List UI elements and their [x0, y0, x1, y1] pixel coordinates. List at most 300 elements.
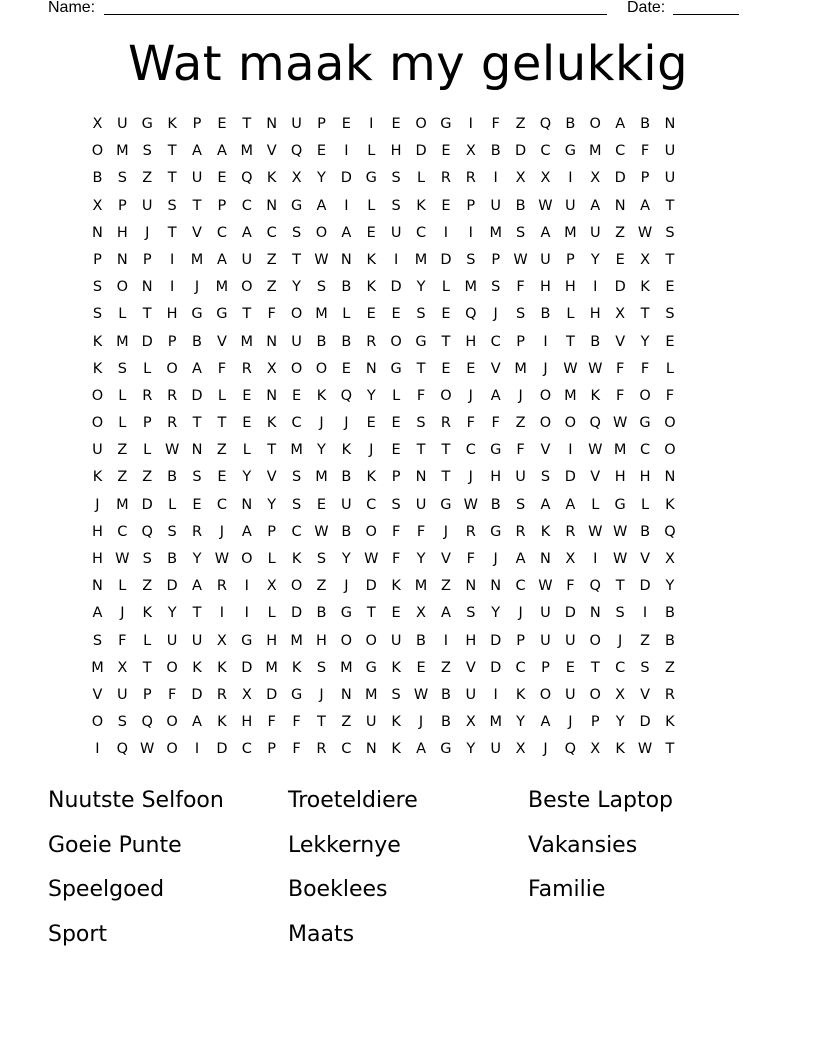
grid-letter[interactable]: V — [540, 442, 551, 459]
grid-letter[interactable]: H — [266, 632, 278, 649]
grid-letter[interactable]: S — [92, 306, 103, 323]
grid-letter[interactable]: A — [241, 523, 252, 540]
grid-letter[interactable]: W — [637, 741, 653, 758]
grid-letter[interactable]: L — [665, 360, 674, 377]
grid-letter[interactable]: U — [341, 496, 352, 513]
grid-letter[interactable]: M — [265, 659, 278, 676]
grid-letter[interactable]: M — [315, 306, 328, 323]
grid-letter[interactable]: V — [266, 469, 277, 486]
grid-letter[interactable]: T — [192, 197, 202, 214]
grid-letter[interactable]: S — [316, 551, 327, 567]
grid-letter[interactable]: B — [167, 469, 178, 486]
grid-letter[interactable]: M — [464, 279, 478, 296]
grid-letter[interactable]: K — [266, 415, 277, 432]
grid-letter[interactable]: Y — [167, 605, 177, 622]
grid-letter[interactable]: S — [391, 496, 401, 513]
grid-letter[interactable]: G — [365, 170, 377, 187]
grid-letter[interactable]: N — [365, 360, 377, 377]
grid-letter[interactable]: W — [538, 197, 553, 214]
grid-letter[interactable]: C — [291, 523, 302, 540]
grid-letter[interactable]: K — [316, 387, 327, 404]
grid-letter[interactable]: Y — [317, 170, 326, 187]
grid-letter[interactable]: D — [191, 387, 203, 404]
grid-letter[interactable]: U — [490, 197, 501, 214]
grid-letter[interactable]: G — [490, 442, 502, 459]
grid-letter[interactable]: L — [640, 496, 650, 513]
grid-letter[interactable]: Q — [664, 523, 676, 540]
grid-letter[interactable]: B — [341, 279, 352, 296]
grid-letter[interactable]: A — [440, 605, 451, 622]
grid-letter[interactable]: K — [540, 523, 551, 540]
grid-letter[interactable]: T — [167, 170, 177, 187]
grid-letter[interactable]: B — [316, 333, 327, 350]
grid-letter[interactable]: V — [440, 551, 451, 567]
grid-letter[interactable]: J — [319, 686, 324, 703]
grid-letter[interactable]: C — [615, 659, 626, 676]
grid-letter[interactable]: K — [92, 469, 103, 486]
grid-letter[interactable]: P — [93, 251, 102, 268]
grid-letter[interactable]: N — [141, 279, 153, 296]
grid-letter[interactable]: W — [513, 251, 528, 268]
grid-letter[interactable]: D — [564, 605, 576, 622]
grid-letter[interactable]: S — [167, 197, 177, 214]
grid-letter[interactable]: O — [91, 143, 104, 160]
grid-letter[interactable]: I — [169, 251, 175, 268]
grid-letter[interactable]: I — [219, 605, 225, 622]
grid-letter[interactable]: M — [215, 279, 229, 296]
grid-letter[interactable]: X — [241, 686, 252, 703]
grid-letter[interactable]: P — [466, 197, 476, 214]
grid-letter[interactable]: W — [588, 360, 603, 377]
grid-letter[interactable]: Y — [665, 578, 675, 595]
grid-letter[interactable]: Z — [266, 251, 277, 268]
grid-letter[interactable]: T — [192, 415, 202, 432]
grid-letter[interactable]: I — [568, 442, 573, 459]
grid-letter[interactable]: S — [540, 469, 551, 486]
grid-letter[interactable]: L — [118, 415, 127, 432]
grid-letter[interactable]: S — [391, 686, 401, 703]
grid-letter[interactable]: J — [493, 306, 498, 323]
grid-letter[interactable]: T — [441, 333, 451, 350]
grid-letter[interactable]: M — [414, 578, 428, 595]
grid-letter[interactable]: I — [593, 551, 598, 567]
grid-letter[interactable]: I — [443, 224, 449, 241]
grid-letter[interactable]: B — [640, 116, 651, 132]
grid-letter[interactable]: Y — [516, 714, 526, 731]
grid-letter[interactable]: K — [92, 360, 103, 377]
grid-letter[interactable]: E — [242, 387, 252, 404]
grid-letter[interactable]: B — [167, 551, 178, 567]
grid-letter[interactable]: S — [515, 496, 526, 513]
grid-letter[interactable]: U — [390, 632, 402, 649]
grid-letter[interactable]: U — [117, 116, 128, 132]
grid-letter[interactable]: H — [490, 469, 502, 486]
grid-letter[interactable]: E — [441, 360, 451, 377]
grid-letter[interactable]: Z — [316, 578, 327, 595]
grid-letter[interactable]: T — [640, 306, 650, 323]
grid-letter[interactable]: V — [266, 143, 277, 160]
grid-letter[interactable]: X — [615, 686, 626, 703]
grid-letter[interactable]: G — [415, 333, 427, 350]
grid-letter[interactable]: I — [543, 333, 548, 350]
grid-letter[interactable]: A — [540, 714, 551, 731]
grid-letter[interactable]: C — [465, 442, 476, 459]
grid-letter[interactable]: Y — [491, 605, 501, 622]
grid-letter[interactable]: N — [340, 686, 352, 703]
grid-letter[interactable]: R — [565, 523, 576, 540]
grid-letter[interactable]: T — [441, 469, 451, 486]
grid-letter[interactable]: K — [615, 741, 625, 758]
grid-letter[interactable]: W — [214, 551, 230, 567]
grid-letter[interactable]: B — [440, 686, 451, 703]
grid-letter[interactable]: O — [564, 415, 577, 432]
grid-letter[interactable]: Y — [267, 496, 277, 513]
grid-letter[interactable]: A — [192, 578, 202, 595]
grid-letter[interactable]: A — [341, 224, 352, 241]
grid-letter[interactable]: U — [390, 224, 402, 241]
grid-letter[interactable]: L — [217, 387, 226, 404]
grid-letter[interactable]: O — [440, 387, 452, 404]
grid-letter[interactable]: U — [465, 686, 477, 703]
grid-letter[interactable]: W — [314, 523, 329, 540]
grid-letter[interactable]: S — [92, 279, 103, 296]
grid-letter[interactable]: V — [92, 686, 103, 703]
grid-letter[interactable]: P — [516, 333, 525, 350]
grid-letter[interactable]: Z — [640, 632, 650, 649]
grid-letter[interactable]: A — [490, 387, 501, 404]
grid-letter[interactable]: F — [566, 578, 575, 595]
grid-letter[interactable]: W — [637, 224, 653, 241]
grid-letter[interactable]: U — [365, 714, 377, 731]
grid-letter[interactable]: A — [590, 197, 601, 214]
grid-letter[interactable]: P — [192, 116, 202, 132]
grid-letter[interactable]: H — [241, 714, 253, 731]
grid-letter[interactable]: F — [391, 551, 401, 567]
grid-letter[interactable]: P — [267, 523, 277, 540]
grid-letter[interactable]: Z — [515, 415, 526, 432]
grid-letter[interactable]: L — [118, 306, 127, 323]
grid-letter[interactable]: W — [612, 523, 628, 540]
grid-letter[interactable]: G — [390, 360, 402, 377]
grid-letter[interactable]: A — [565, 496, 576, 513]
grid-letter[interactable]: A — [540, 224, 551, 241]
grid-letter[interactable]: C — [639, 442, 651, 459]
grid-letter[interactable]: O — [664, 442, 676, 459]
grid-letter[interactable]: K — [515, 686, 526, 703]
grid-letter[interactable]: Q — [141, 714, 153, 731]
grid-letter[interactable]: J — [543, 360, 548, 377]
grid-letter[interactable]: N — [465, 578, 477, 595]
grid-letter[interactable]: J — [369, 442, 374, 459]
grid-letter[interactable]: K — [391, 659, 401, 676]
grid-letter[interactable]: F — [491, 116, 500, 132]
grid-letter[interactable]: U — [117, 686, 128, 703]
grid-letter[interactable]: X — [515, 741, 526, 758]
grid-letter[interactable]: D — [639, 714, 651, 731]
grid-letter[interactable]: F — [267, 714, 276, 731]
grid-letter[interactable]: T — [416, 442, 426, 459]
grid-letter[interactable]: V — [192, 224, 202, 241]
grid-letter[interactable]: R — [440, 170, 451, 187]
grid-letter[interactable]: Z — [216, 442, 227, 459]
grid-letter[interactable]: T — [142, 659, 152, 676]
grid-letter[interactable]: K — [291, 551, 302, 567]
grid-letter[interactable]: X — [515, 170, 526, 187]
grid-letter[interactable]: V — [490, 360, 501, 377]
grid-letter[interactable]: H — [564, 279, 576, 296]
grid-letter[interactable]: P — [142, 415, 152, 432]
grid-letter[interactable]: U — [540, 605, 551, 622]
grid-letter[interactable]: E — [341, 116, 351, 132]
grid-letter[interactable]: T — [217, 415, 227, 432]
grid-letter[interactable]: V — [465, 659, 476, 676]
grid-letter[interactable]: M — [564, 387, 577, 404]
grid-letter[interactable]: T — [590, 659, 600, 676]
grid-letter[interactable]: F — [640, 143, 650, 160]
grid-letter[interactable]: I — [493, 686, 498, 703]
grid-letter[interactable]: U — [664, 170, 676, 187]
grid-letter[interactable]: U — [166, 632, 178, 649]
grid-letter[interactable]: E — [665, 333, 675, 350]
grid-letter[interactable]: U — [664, 143, 676, 160]
grid-letter[interactable]: E — [441, 143, 451, 160]
grid-letter[interactable]: R — [440, 415, 451, 432]
grid-letter[interactable]: Y — [366, 387, 376, 404]
grid-letter[interactable]: H — [91, 523, 103, 540]
grid-letter[interactable]: M — [116, 496, 129, 513]
grid-letter[interactable]: A — [515, 551, 526, 567]
grid-letter[interactable]: K — [665, 714, 675, 731]
grid-letter[interactable]: Q — [465, 306, 477, 323]
grid-letter[interactable]: G — [490, 523, 502, 540]
grid-letter[interactable]: K — [291, 659, 302, 676]
grid-letter[interactable]: S — [291, 496, 302, 513]
grid-letter[interactable]: U — [415, 496, 427, 513]
grid-letter[interactable]: L — [566, 306, 575, 323]
grid-letter[interactable]: X — [640, 251, 650, 268]
grid-letter[interactable]: M — [116, 333, 129, 350]
grid-letter[interactable]: N — [415, 469, 427, 486]
grid-letter[interactable]: E — [391, 415, 401, 432]
grid-letter[interactable]: Z — [440, 659, 451, 676]
grid-letter[interactable]: O — [290, 360, 303, 377]
grid-letter[interactable]: E — [316, 143, 327, 160]
grid-letter[interactable]: R — [191, 523, 203, 540]
grid-letter[interactable]: J — [319, 415, 324, 432]
grid-letter[interactable]: W — [164, 442, 180, 459]
grid-letter[interactable]: F — [665, 387, 675, 404]
grid-letter[interactable]: S — [117, 360, 127, 377]
grid-letter[interactable]: T — [167, 143, 177, 160]
grid-letter[interactable]: D — [191, 686, 203, 703]
grid-letter[interactable]: J — [618, 632, 623, 649]
grid-letter[interactable]: F — [118, 632, 127, 649]
grid-letter[interactable]: D — [340, 170, 352, 187]
grid-letter[interactable]: R — [465, 523, 476, 540]
grid-letter[interactable]: P — [267, 741, 277, 758]
grid-letter[interactable]: G — [290, 197, 303, 214]
grid-letter[interactable]: N — [664, 116, 676, 132]
grid-letter[interactable]: K — [391, 741, 401, 758]
grid-letter[interactable]: B — [341, 523, 352, 540]
grid-letter[interactable]: K — [391, 714, 401, 731]
grid-letter[interactable]: O — [315, 360, 328, 377]
grid-letter[interactable]: O — [290, 578, 303, 595]
grid-letter[interactable]: S — [416, 415, 426, 432]
grid-letter[interactable]: A — [241, 224, 252, 241]
grid-letter[interactable]: O — [365, 632, 377, 649]
grid-letter[interactable]: J — [518, 605, 523, 622]
grid-letter[interactable]: X — [590, 170, 601, 187]
grid-letter[interactable]: E — [366, 415, 376, 432]
grid-letter[interactable]: P — [541, 659, 550, 676]
grid-letter[interactable]: L — [591, 496, 600, 513]
grid-letter[interactable]: A — [216, 251, 227, 268]
grid-letter[interactable]: H — [166, 306, 178, 323]
grid-letter[interactable]: O — [315, 224, 328, 241]
grid-letter[interactable]: O — [539, 415, 552, 432]
grid-letter[interactable]: O — [390, 333, 402, 350]
grid-letter[interactable]: F — [267, 306, 276, 323]
grid-letter[interactable]: W — [140, 741, 155, 758]
grid-letter[interactable]: Z — [440, 578, 451, 595]
grid-letter[interactable]: S — [515, 224, 526, 241]
grid-letter[interactable]: M — [564, 224, 577, 241]
grid-letter[interactable]: N — [664, 469, 676, 486]
grid-letter[interactable]: C — [216, 224, 227, 241]
grid-letter[interactable]: E — [316, 496, 327, 513]
grid-letter[interactable]: M — [489, 224, 502, 241]
grid-letter[interactable]: E — [217, 116, 227, 132]
grid-letter[interactable]: X — [664, 551, 675, 567]
grid-letter[interactable]: P — [516, 632, 525, 649]
grid-letter[interactable]: K — [366, 469, 376, 486]
grid-letter[interactable]: S — [640, 659, 650, 676]
grid-letter[interactable]: Q — [564, 741, 577, 758]
grid-letter[interactable]: J — [468, 469, 473, 486]
name-blank-line[interactable] — [104, 14, 607, 15]
grid-letter[interactable]: T — [142, 306, 152, 323]
grid-letter[interactable]: E — [391, 442, 401, 459]
grid-letter[interactable]: U — [241, 251, 253, 268]
grid-letter[interactable]: K — [92, 333, 103, 350]
grid-letter[interactable]: K — [142, 605, 152, 622]
grid-letter[interactable]: A — [540, 496, 551, 513]
grid-letter[interactable]: E — [565, 659, 575, 676]
grid-letter[interactable]: F — [292, 714, 301, 731]
grid-letter[interactable]: R — [142, 387, 153, 404]
grid-letter[interactable]: T — [665, 197, 675, 214]
grid-letter[interactable]: X — [92, 116, 103, 132]
grid-letter[interactable]: P — [491, 251, 501, 268]
grid-letter[interactable]: P — [142, 686, 152, 703]
grid-letter[interactable]: O — [116, 279, 129, 296]
grid-letter[interactable]: B — [490, 496, 501, 513]
grid-letter[interactable]: D — [390, 279, 402, 296]
grid-letter[interactable]: W — [612, 551, 628, 567]
grid-letter[interactable]: O — [589, 632, 601, 649]
grid-letter[interactable]: H — [589, 306, 601, 323]
grid-letter[interactable]: W — [463, 496, 478, 513]
grid-letter[interactable]: S — [515, 306, 526, 323]
grid-letter[interactable]: W — [612, 415, 628, 432]
grid-letter[interactable]: O — [340, 632, 353, 649]
grid-letter[interactable]: I — [244, 578, 249, 595]
grid-letter[interactable]: S — [615, 605, 625, 622]
grid-letter[interactable]: U — [291, 333, 302, 350]
grid-letter[interactable]: F — [416, 387, 426, 404]
grid-letter[interactable]: V — [640, 686, 650, 703]
grid-letter[interactable]: Y — [292, 279, 301, 296]
grid-letter[interactable]: J — [468, 387, 473, 404]
grid-letter[interactable]: N — [92, 224, 103, 241]
grid-letter[interactable]: X — [416, 605, 426, 622]
grid-letter[interactable]: D — [639, 578, 651, 595]
grid-letter[interactable]: G — [639, 415, 651, 432]
grid-letter[interactable]: M — [364, 686, 378, 703]
grid-letter[interactable]: I — [593, 279, 598, 296]
grid-letter[interactable]: P — [317, 116, 326, 132]
grid-letter[interactable]: I — [468, 224, 473, 241]
grid-letter[interactable]: B — [341, 469, 352, 486]
grid-letter[interactable]: M — [240, 333, 254, 350]
grid-letter[interactable]: E — [366, 224, 376, 241]
grid-letter[interactable]: R — [316, 741, 327, 758]
grid-letter[interactable]: X — [565, 551, 576, 567]
grid-letter[interactable]: F — [615, 360, 625, 377]
grid-letter[interactable]: O — [91, 387, 104, 404]
grid-letter[interactable]: X — [615, 306, 626, 323]
grid-letter[interactable]: D — [564, 469, 576, 486]
grid-letter[interactable]: U — [191, 170, 203, 187]
grid-letter[interactable]: K — [416, 197, 426, 214]
grid-letter[interactable]: C — [415, 224, 427, 241]
grid-letter[interactable]: Y — [192, 551, 202, 567]
grid-letter[interactable]: T — [441, 442, 451, 459]
grid-letter[interactable]: H — [316, 632, 327, 649]
grid-letter[interactable]: I — [493, 170, 498, 187]
grid-letter[interactable]: E — [441, 306, 451, 323]
grid-letter[interactable]: S — [391, 170, 401, 187]
grid-letter[interactable]: M — [240, 143, 254, 160]
grid-letter[interactable]: W — [538, 578, 553, 595]
grid-letter[interactable]: I — [95, 741, 100, 758]
grid-letter[interactable]: H — [390, 143, 402, 160]
grid-letter[interactable]: R — [366, 333, 377, 350]
grid-letter[interactable]: V — [590, 469, 601, 486]
grid-letter[interactable]: A — [192, 360, 202, 377]
grid-letter[interactable]: W — [115, 551, 130, 567]
grid-letter[interactable]: C — [341, 741, 352, 758]
grid-letter[interactable]: J — [344, 415, 349, 432]
grid-letter[interactable]: R — [216, 578, 227, 595]
grid-letter[interactable]: S — [416, 306, 426, 323]
grid-letter[interactable]: P — [167, 333, 177, 350]
grid-letter[interactable]: S — [117, 170, 127, 187]
grid-letter[interactable]: O — [589, 116, 601, 132]
grid-letter[interactable]: S — [117, 714, 127, 731]
grid-letter[interactable]: K — [366, 251, 376, 268]
grid-letter[interactable]: I — [344, 197, 349, 214]
grid-letter[interactable]: L — [143, 442, 152, 459]
grid-letter[interactable]: C — [366, 496, 377, 513]
grid-letter[interactable]: I — [468, 116, 473, 132]
grid-letter[interactable]: R — [664, 686, 675, 703]
grid-letter[interactable]: B — [92, 170, 103, 187]
grid-letter[interactable]: A — [416, 741, 426, 758]
grid-letter[interactable]: N — [266, 387, 278, 404]
grid-letter[interactable]: X — [540, 170, 551, 187]
